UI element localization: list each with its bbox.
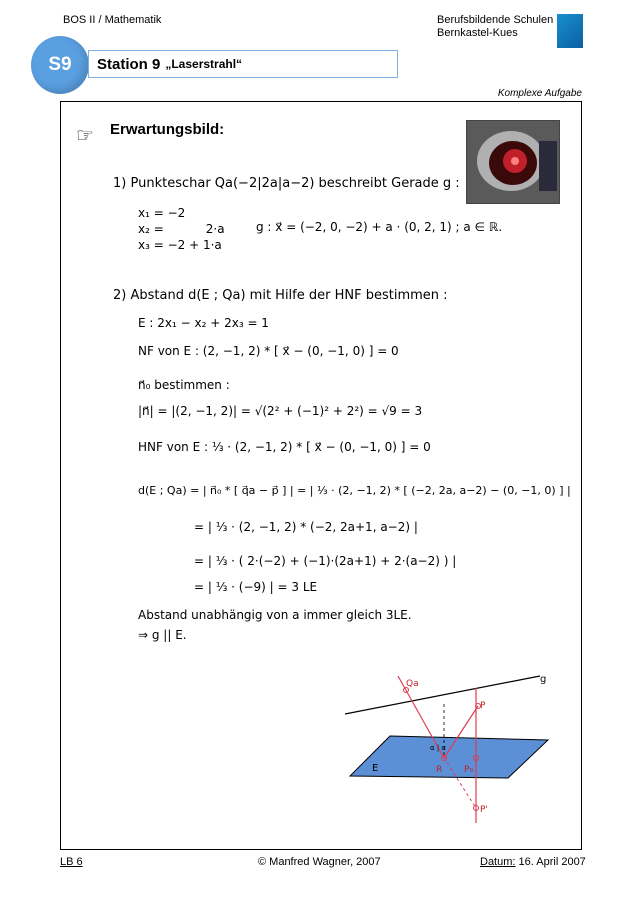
part1-x1: x₁ = −2 xyxy=(138,206,186,220)
part2-parallel: ⇒ g || E. xyxy=(138,628,187,642)
station-badge: S9 xyxy=(31,36,89,94)
part2-title: 2) Abstand d(E ; Qa) mit Hilfe der HNF bestimmen : xyxy=(113,288,448,303)
footer-left: LB 6 xyxy=(60,856,83,868)
part2-d4: = | ⅓ · (−9) | = 3 LE xyxy=(194,580,318,594)
task-type: Komplexe Aufgabe xyxy=(497,88,582,99)
part2-plane: E : 2x₁ − x₂ + 2x₃ = 1 xyxy=(138,316,269,330)
part1-title: 1) Punkteschar Qa(−2|2a|a−2) beschreibt Gerade g : xyxy=(113,176,460,191)
footer-center: © Manfred Wagner, 2007 xyxy=(258,856,381,868)
part2-d2: = | ⅓ · (2, −1, 2) * (−2, 2a+1, a−2) | xyxy=(194,520,418,534)
line-g xyxy=(345,676,540,714)
part2-hnf: HNF von E : ⅓ · (2, −1, 2) * [ x⃗ − (0, −1, 0) ] = 0 xyxy=(138,440,431,454)
label-e: E xyxy=(372,763,379,774)
part2-conclusion: Abstand unabhängig von a immer gleich 3LE. xyxy=(138,608,412,622)
part2-d1: d(E ; Qa) = | n⃗₀ * [ q⃗a − p⃗ ] | = | ⅓ · (2, −1, 2) * [ (−2, 2a, a−2) − (0, −1, 0) ] | xyxy=(138,484,571,497)
part1-x3: x₃ = −2 + 1·a xyxy=(138,238,222,252)
label-p: P xyxy=(480,701,486,711)
header-subject: BOS II / Mathematik xyxy=(63,14,162,26)
section-heading: Erwartungsbild: xyxy=(110,121,225,138)
label-r: R xyxy=(436,765,443,775)
footer-right xyxy=(480,856,586,868)
label-pprime: P' xyxy=(480,805,488,815)
label-p0: P₀ xyxy=(464,765,474,775)
station-title: Station 9 xyxy=(97,55,161,73)
part2-d3: = | ⅓ · ( 2·(−2) + (−1)·(2a+1) + 2·(a−2) ) | xyxy=(194,554,457,568)
laser-photo xyxy=(466,120,560,204)
part2-norm: |n⃗| = |(2, −1, 2)| = √(2² + (−1)² + 2²) = √9 = 3 xyxy=(138,404,423,418)
school-line-1: Berufsbildende Schulen xyxy=(437,14,554,26)
school-logo xyxy=(557,14,583,48)
part2-nf: NF von E : (2, −1, 2) * [ x⃗ − (0, −1, 0) ] = 0 xyxy=(138,344,399,358)
school-line-2: Bernkastel-Kues xyxy=(437,27,518,39)
part2-n0: n⃗₀ bestimmen : xyxy=(138,378,230,392)
footer-date-value: 16. April 2007 xyxy=(515,856,586,868)
part1-x2: x₂ = 2·a xyxy=(138,222,225,236)
geometry-diagram xyxy=(340,668,560,830)
label-alpha: α | α xyxy=(430,744,447,752)
header-school xyxy=(437,14,553,40)
pointing-hand-icon: ☞ xyxy=(76,125,94,147)
station-subtitle: „Laserstrahl“ xyxy=(165,57,243,71)
label-g: g xyxy=(540,674,547,685)
plane-e xyxy=(350,736,548,778)
station-title-box xyxy=(88,50,398,78)
footer-date-label: Datum: xyxy=(480,856,516,868)
part1-line-g: g : x⃗ = (−2, 0, −2) + a · (0, 2, 1) ; a ∈ ℝ. xyxy=(256,220,503,234)
label-qa: Qa xyxy=(406,679,419,689)
